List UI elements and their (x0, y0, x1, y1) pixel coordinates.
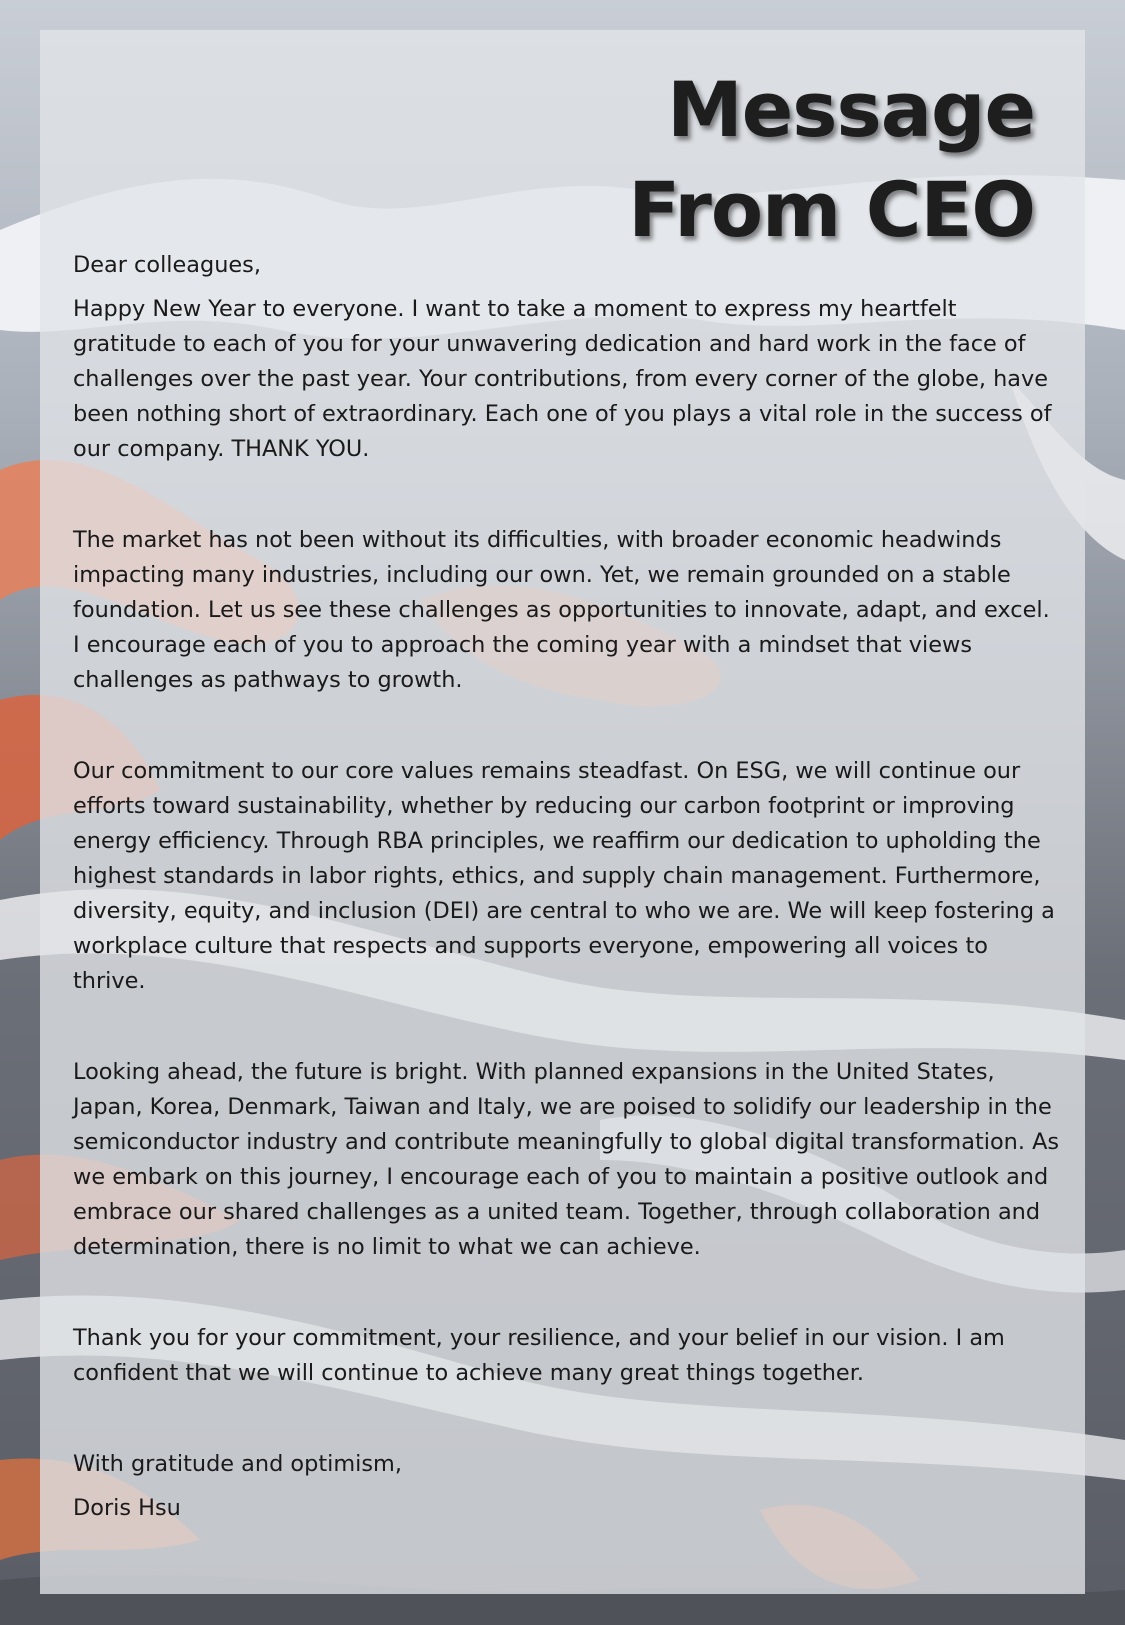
letter-paragraph-3: Our commitment to our core values remains steadfast. On ESG, we will continue our efforts toward sustainability, whether by reducing our carbon footprint or improving energy efficiency. Through RBA principles, we reaffirm our dedication to upholding the highest standards in labor rights, ethics, and supply chain management. Furthermore, diversity, equity, and inclusion (DEI) are central to who we are. We will keep fostering a workplace culture that respects and supports everyone, empowering all voices to thrive. (73, 758, 1055, 994)
letter-body (73, 248, 1063, 1526)
title-line-2: From CEO (628, 165, 1035, 254)
letter-greeting: Dear colleagues, (73, 252, 261, 278)
letter-paragraph-4: Looking ahead, the future is bright. With planned expansions in the United States, Japan, Korea, Denmark, Taiwan and Italy, we are poised to solidify our leadership in the semiconductor industry and contribute meaningfully to global digital transformation. As we embark on this journey, I encourage each of you to maintain a positive outlook and embrace our shared challenges as a united team. Together, through collaboration and determination, there is no limit to what we can achieve. (73, 1059, 1060, 1260)
letter-paragraph-5: Thank you for your commitment, your resilience, and your belief in our vision. I am confident that we will continue to achieve many great things together. (73, 1325, 1005, 1386)
letter-closing: With gratitude and optimism, (73, 1451, 402, 1477)
letter-signature: Doris Hsu (73, 1495, 181, 1521)
letter-panel (40, 30, 1085, 1594)
letter-paragraph-2: The market has not been without its difficulties, with broader economic headwinds impacting many industries, including our own. Yet, we remain grounded on a stable foundation. Let us see these challenges as opportunities to innovate, adapt, and excel. I encourage each of you to approach the coming year with a mindset that views challenges as pathways to growth. (73, 527, 1050, 693)
title-line-1: Message (667, 65, 1035, 154)
page-title (435, 60, 1035, 260)
letter-paragraph-1: Happy New Year to everyone. I want to take a moment to express my heartfelt gratitude to each of you for your unwavering dedication and hard work in the face of challenges over the past year. Your contributions, from every corner of the globe, have been nothing short of extraordinary. Each one of you plays a vital role in the success of our company. THANK YOU. (73, 296, 1052, 462)
